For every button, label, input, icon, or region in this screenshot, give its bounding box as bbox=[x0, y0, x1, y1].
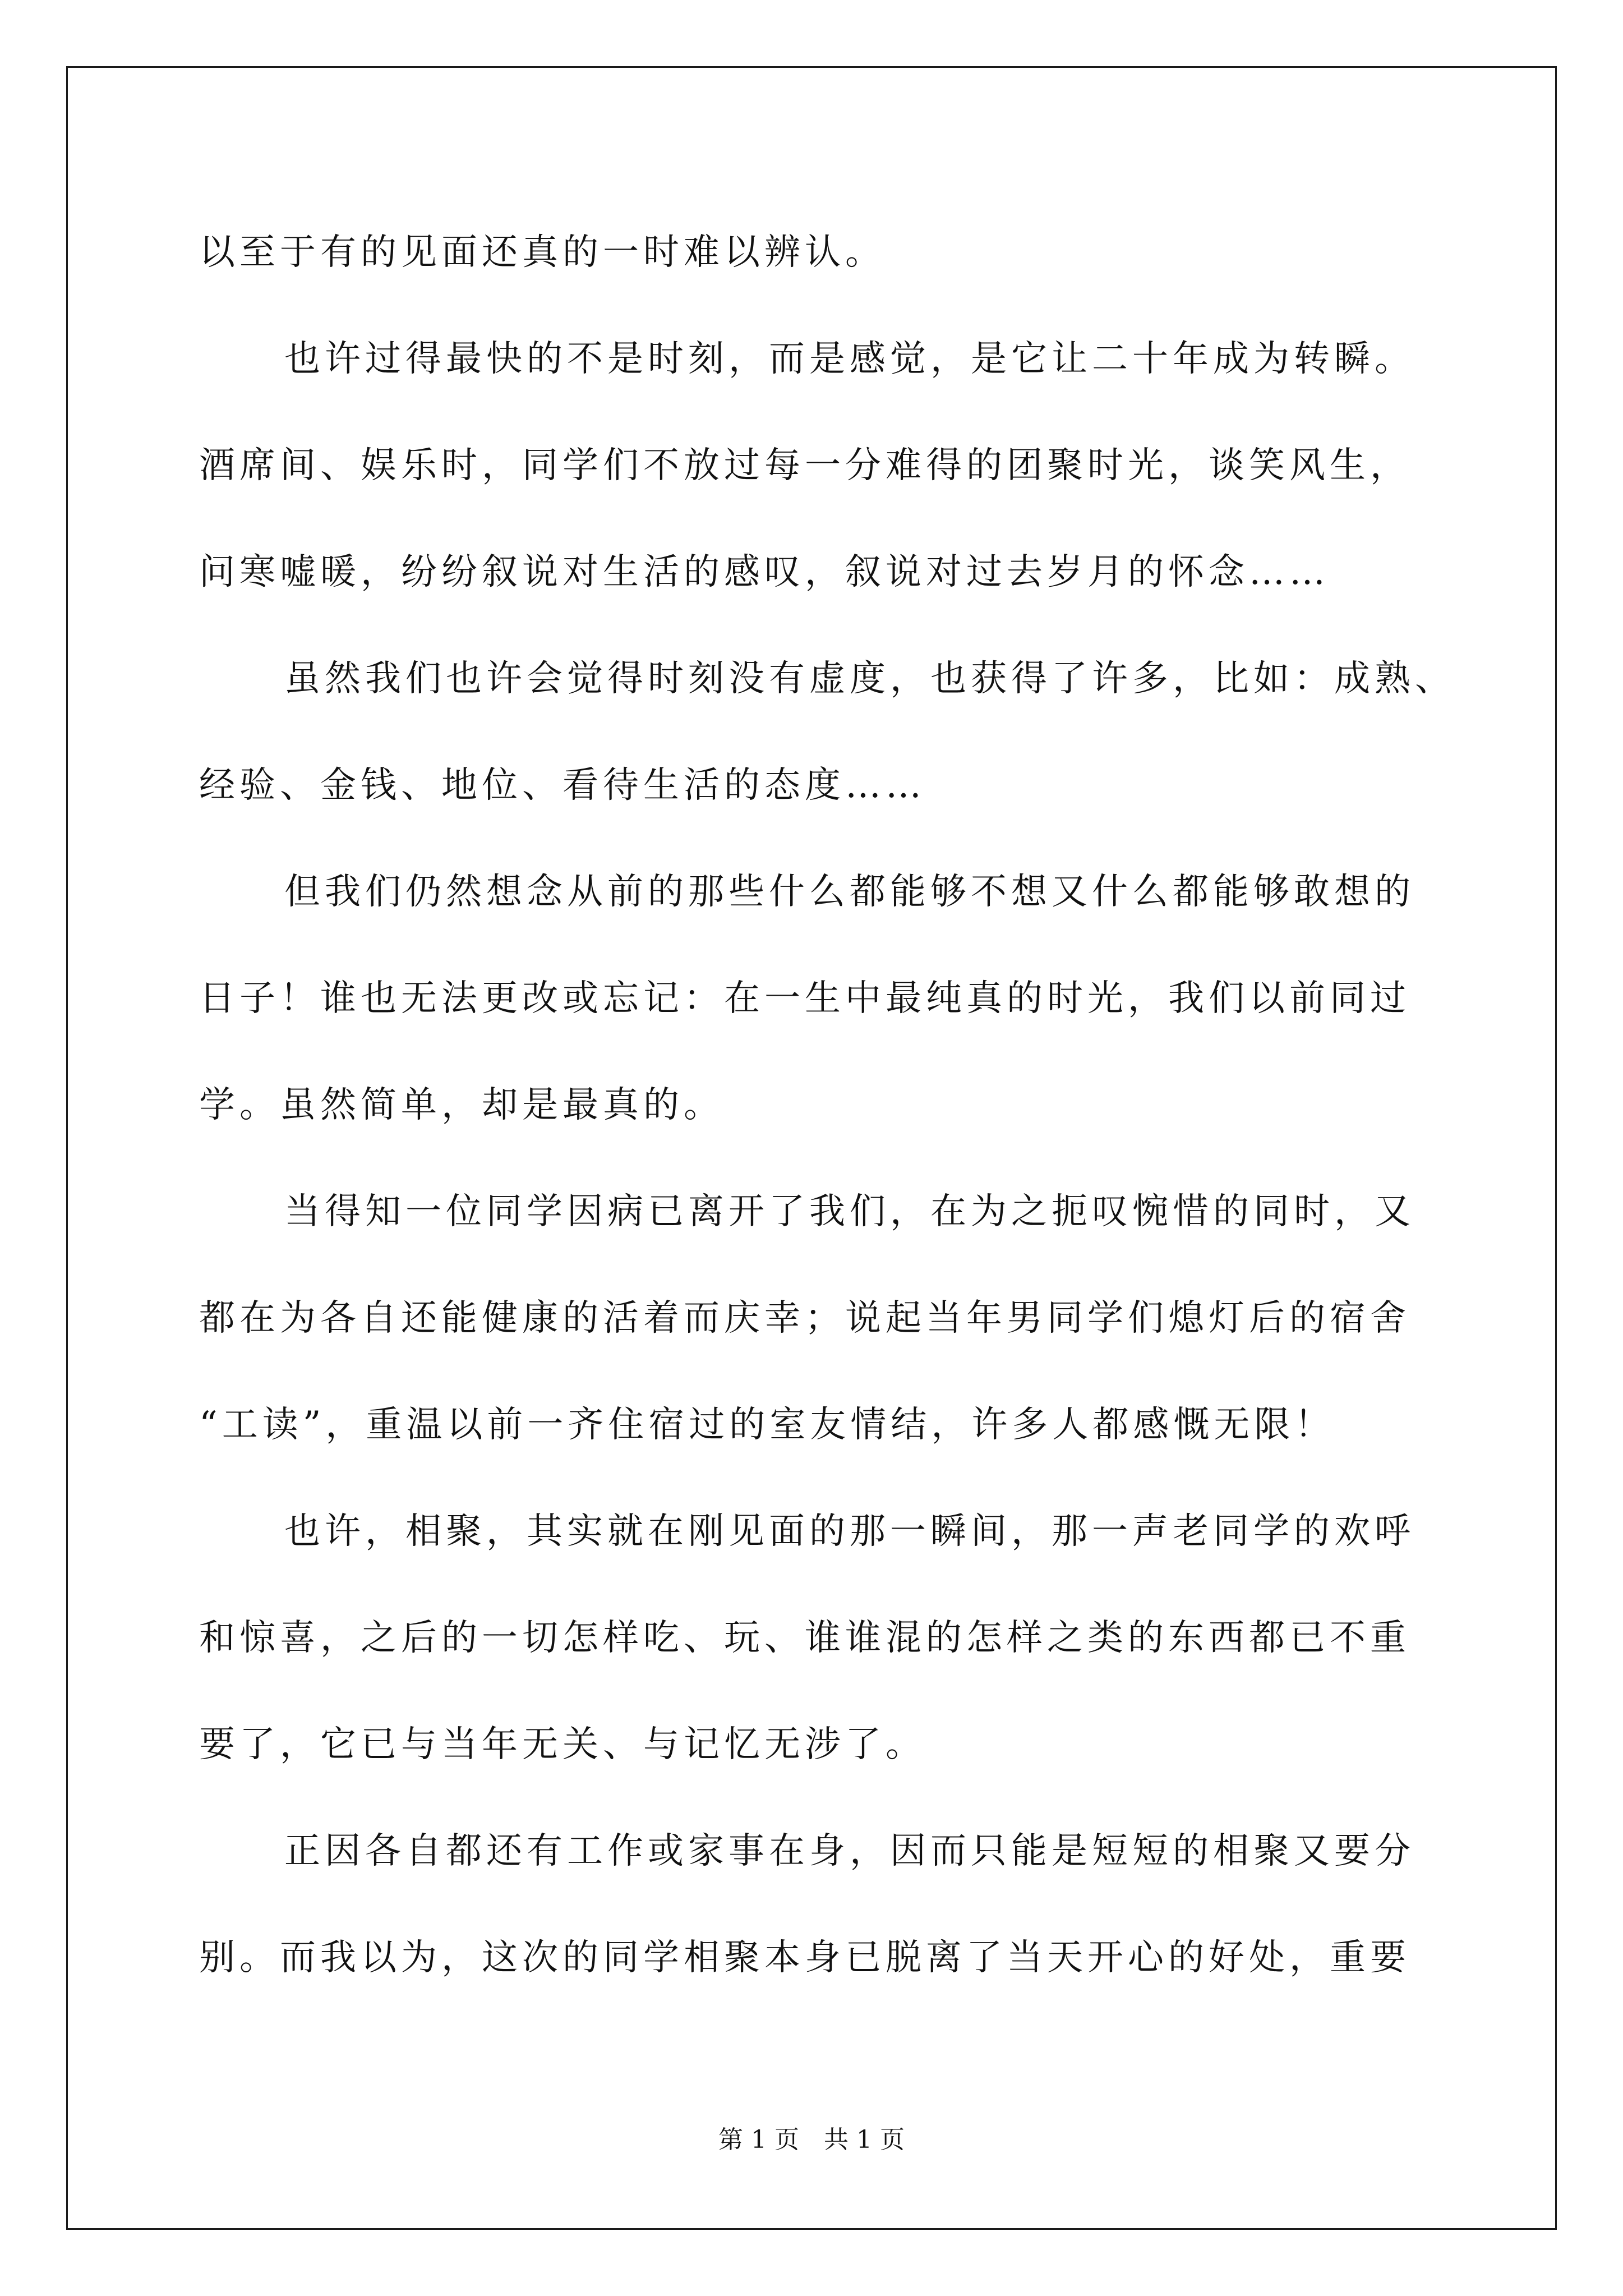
text-line: 经验、金钱、地位、看待生活的态度…… bbox=[199, 765, 926, 806]
text-line: 正因各自都还有工作或家事在身，因而只能是短短的相聚又要分 bbox=[284, 1830, 1415, 1872]
text-line: 要了，它已与当年无关、与记忆无涉了。 bbox=[199, 1724, 926, 1765]
text-line: 也许，相聚，其实就在刚见面的那一瞬间，那一声老同学的欢呼 bbox=[284, 1511, 1415, 1552]
text-line: 问寒嘘暖，纷纷叙说对生活的感叹，叙说对过去岁月的怀念…… bbox=[199, 551, 1330, 593]
text-line: “工读”，重温以前一齐住宿过的室友情结，许多人都感慨无限！ bbox=[199, 1404, 1335, 1446]
page-footer: 第 1 页 共 1 页 bbox=[718, 2125, 905, 2154]
text-line: 日子！谁也无法更改或忘记：在一生中最纯真的时光，我们以前同过 bbox=[199, 978, 1410, 1019]
text-line: 和惊喜，之后的一切怎样吃、玩、谁谁混的怎样之类的东西都已不重 bbox=[199, 1617, 1410, 1659]
text-line: 但我们仍然想念从前的那些什么都能够不想又什么都能够敢想的 bbox=[284, 871, 1415, 913]
text-line: 也许过得最快的不是时刻，而是感觉，是它让二十年成为转瞬。 bbox=[284, 338, 1415, 380]
text-line: 别。而我以为，这次的同学相聚本身已脱离了当天开心的好处，重要 bbox=[199, 1937, 1410, 1978]
text-line: 都在为各自还能健康的活着而庆幸；说起当年男同学们熄灯后的宿舍 bbox=[199, 1297, 1410, 1339]
text-line: 学。虽然简单，却是最真的。 bbox=[199, 1084, 724, 1126]
text-line: 酒席间、娱乐时，同学们不放过每一分难得的团聚时光，谈笑风生， bbox=[199, 445, 1410, 486]
page-border bbox=[66, 66, 1557, 2230]
text-line: 以至于有的见面还真的一时难以辨认。 bbox=[199, 232, 886, 273]
text-line: 当得知一位同学因病已离开了我们，在为之扼叹惋惜的同时，又 bbox=[284, 1191, 1415, 1232]
text-line: 虽然我们也许会觉得时刻没有虚度，也获得了许多，比如：成熟、 bbox=[284, 658, 1455, 700]
